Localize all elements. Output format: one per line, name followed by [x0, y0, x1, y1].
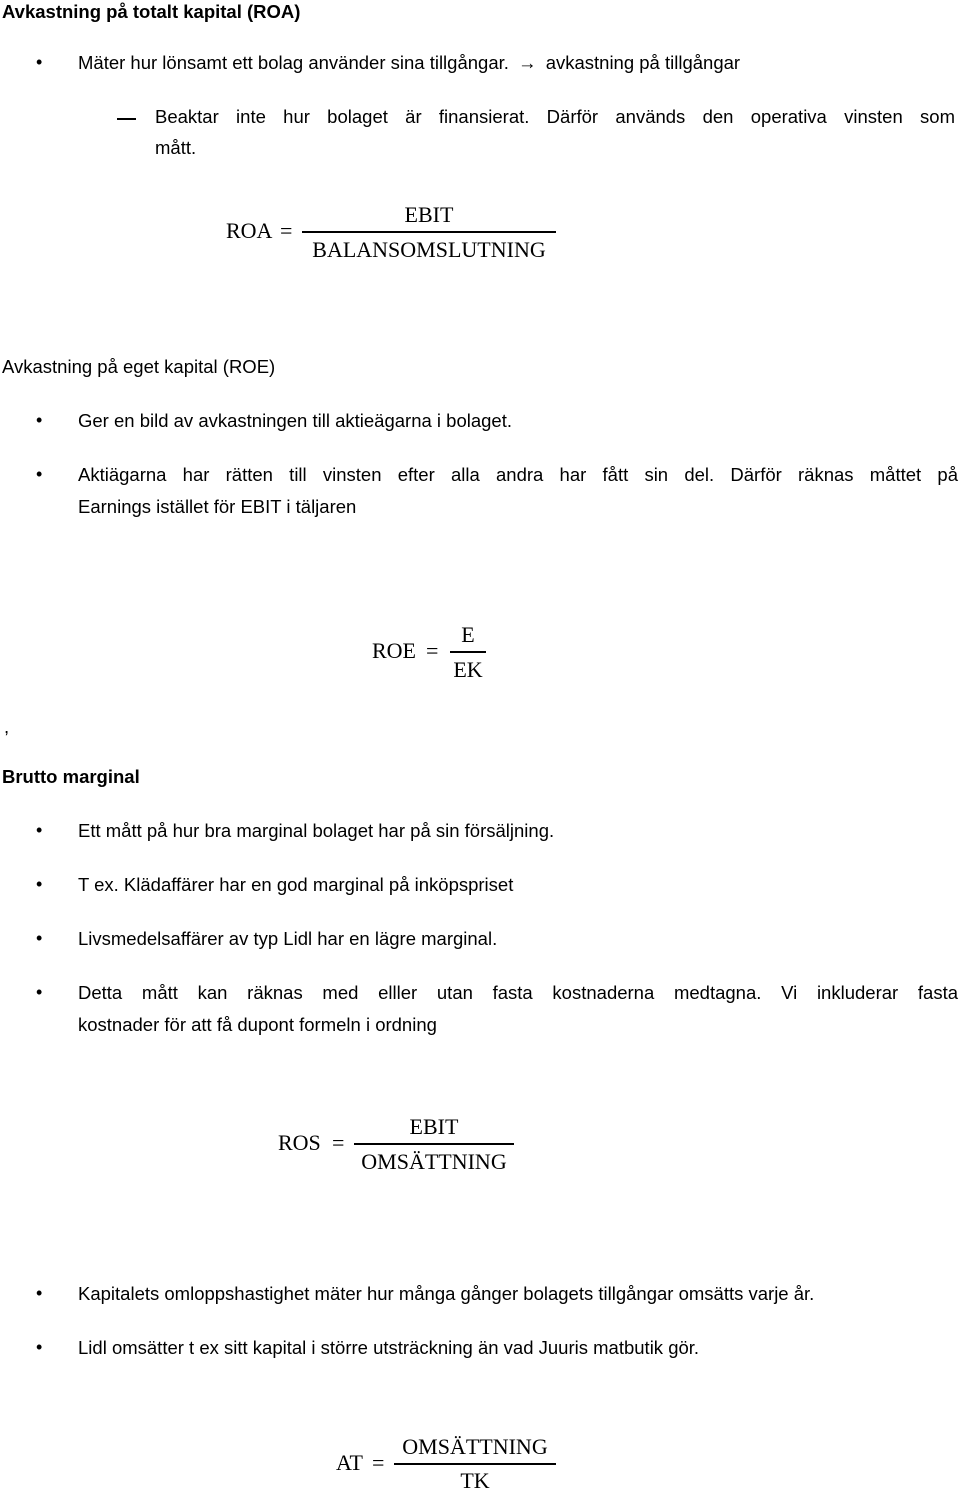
- formula-numerator: OMSÄTTNING: [402, 1434, 548, 1459]
- roe-heading: Avkastning på eget kapital (ROE): [2, 356, 276, 377]
- fraction-bar: [354, 1143, 514, 1145]
- bullet: •: [36, 1283, 43, 1303]
- formula-denominator: EK: [453, 657, 483, 682]
- bullet: •: [36, 410, 43, 430]
- roe-bullet-2-line-2: Earnings istället för EBIT i täljaren: [78, 496, 357, 517]
- fraction-bar: [394, 1463, 556, 1465]
- formula-lhs: ROS: [278, 1130, 321, 1155]
- fraction-bar: [450, 651, 486, 653]
- brutto-heading: Brutto marginal: [2, 766, 140, 787]
- bullet: •: [36, 982, 43, 1002]
- at-bullet-2: Lidl omsätter t ex sitt kapital i större utsträckning än vad Juuris matbutik gör.: [78, 1337, 700, 1358]
- ros-formula: [278, 1112, 518, 1182]
- bullet: •: [36, 1337, 43, 1357]
- formula-lhs: ROA: [226, 218, 273, 243]
- at-formula: [336, 1434, 566, 1493]
- roa-bullet-1-text: Mäter hur lönsamt ett bolag använder sina tillgångar.: [78, 52, 509, 73]
- formula-numerator: EBIT: [409, 1114, 459, 1139]
- formula-denominator: BALANSOMSLUTNING: [312, 237, 546, 262]
- formula-lhs: AT: [336, 1450, 363, 1475]
- roe-formula: [372, 622, 502, 692]
- formula-equals: =: [426, 638, 439, 663]
- roe-bullet-2-line-1: Aktiägarna har rätten till vinsten efter alla andra har fått sin del. Därför räknas måttet på: [78, 464, 958, 485]
- formula-equals: =: [280, 218, 293, 243]
- formula-denominator: TK: [460, 1468, 490, 1493]
- brutto-bullet-4-line-2: kostnader för att få dupont formeln i ordning: [78, 1014, 437, 1035]
- bullet: •: [36, 928, 43, 948]
- roa-sub-line-2: mått.: [155, 137, 197, 158]
- roa-sub-line-1: Beaktar inte hur bolaget är finansierat. Därför används den operativa vinsten som: [155, 106, 955, 127]
- brutto-bullet-2: T ex. Klädaffärer har en god marginal på inköpspriset: [78, 874, 514, 895]
- bullet: •: [36, 820, 43, 840]
- brutto-bullet-3: Livsmedelsaffärer av typ Lidl har en lägre marginal.: [78, 928, 498, 949]
- brutto-bullet-1: Ett mått på hur bra marginal bolaget har på sin försäljning.: [78, 820, 555, 841]
- roa-formula: [226, 200, 566, 270]
- formula-lhs: ROE: [372, 638, 416, 663]
- roa-bullet-1: [78, 52, 740, 74]
- roe-bullet-1: Ger en bild av avkastningen till aktieägarna i bolaget.: [78, 410, 512, 431]
- bullet: •: [36, 874, 43, 894]
- bullet: •: [36, 52, 43, 72]
- arrow-right-icon: →: [518, 52, 537, 73]
- dash-bullet: [117, 118, 136, 120]
- formula-equals: =: [332, 1130, 345, 1155]
- formula-equals: =: [372, 1450, 385, 1475]
- formula-numerator: E: [461, 622, 475, 647]
- brutto-bullet-4-line-1: Detta mått kan räknas med elller utan fasta kostnaderna medtagna. Vi inkluderar fasta: [78, 982, 958, 1003]
- roa-heading: Avkastning på totalt kapital (ROA): [2, 1, 301, 22]
- fraction-bar: [302, 231, 556, 233]
- bullet: •: [36, 464, 43, 484]
- at-bullet-1: Kapitalets omloppshastighet mäter hur många gånger bolagets tillgångar omsätts varje år.: [78, 1283, 815, 1304]
- roa-bullet-1-text-b: avkastning på tillgångar: [545, 52, 741, 73]
- formula-denominator: OMSÄTTNING: [361, 1149, 507, 1174]
- stray-comma: ,: [4, 716, 10, 737]
- formula-numerator: EBIT: [404, 202, 454, 227]
